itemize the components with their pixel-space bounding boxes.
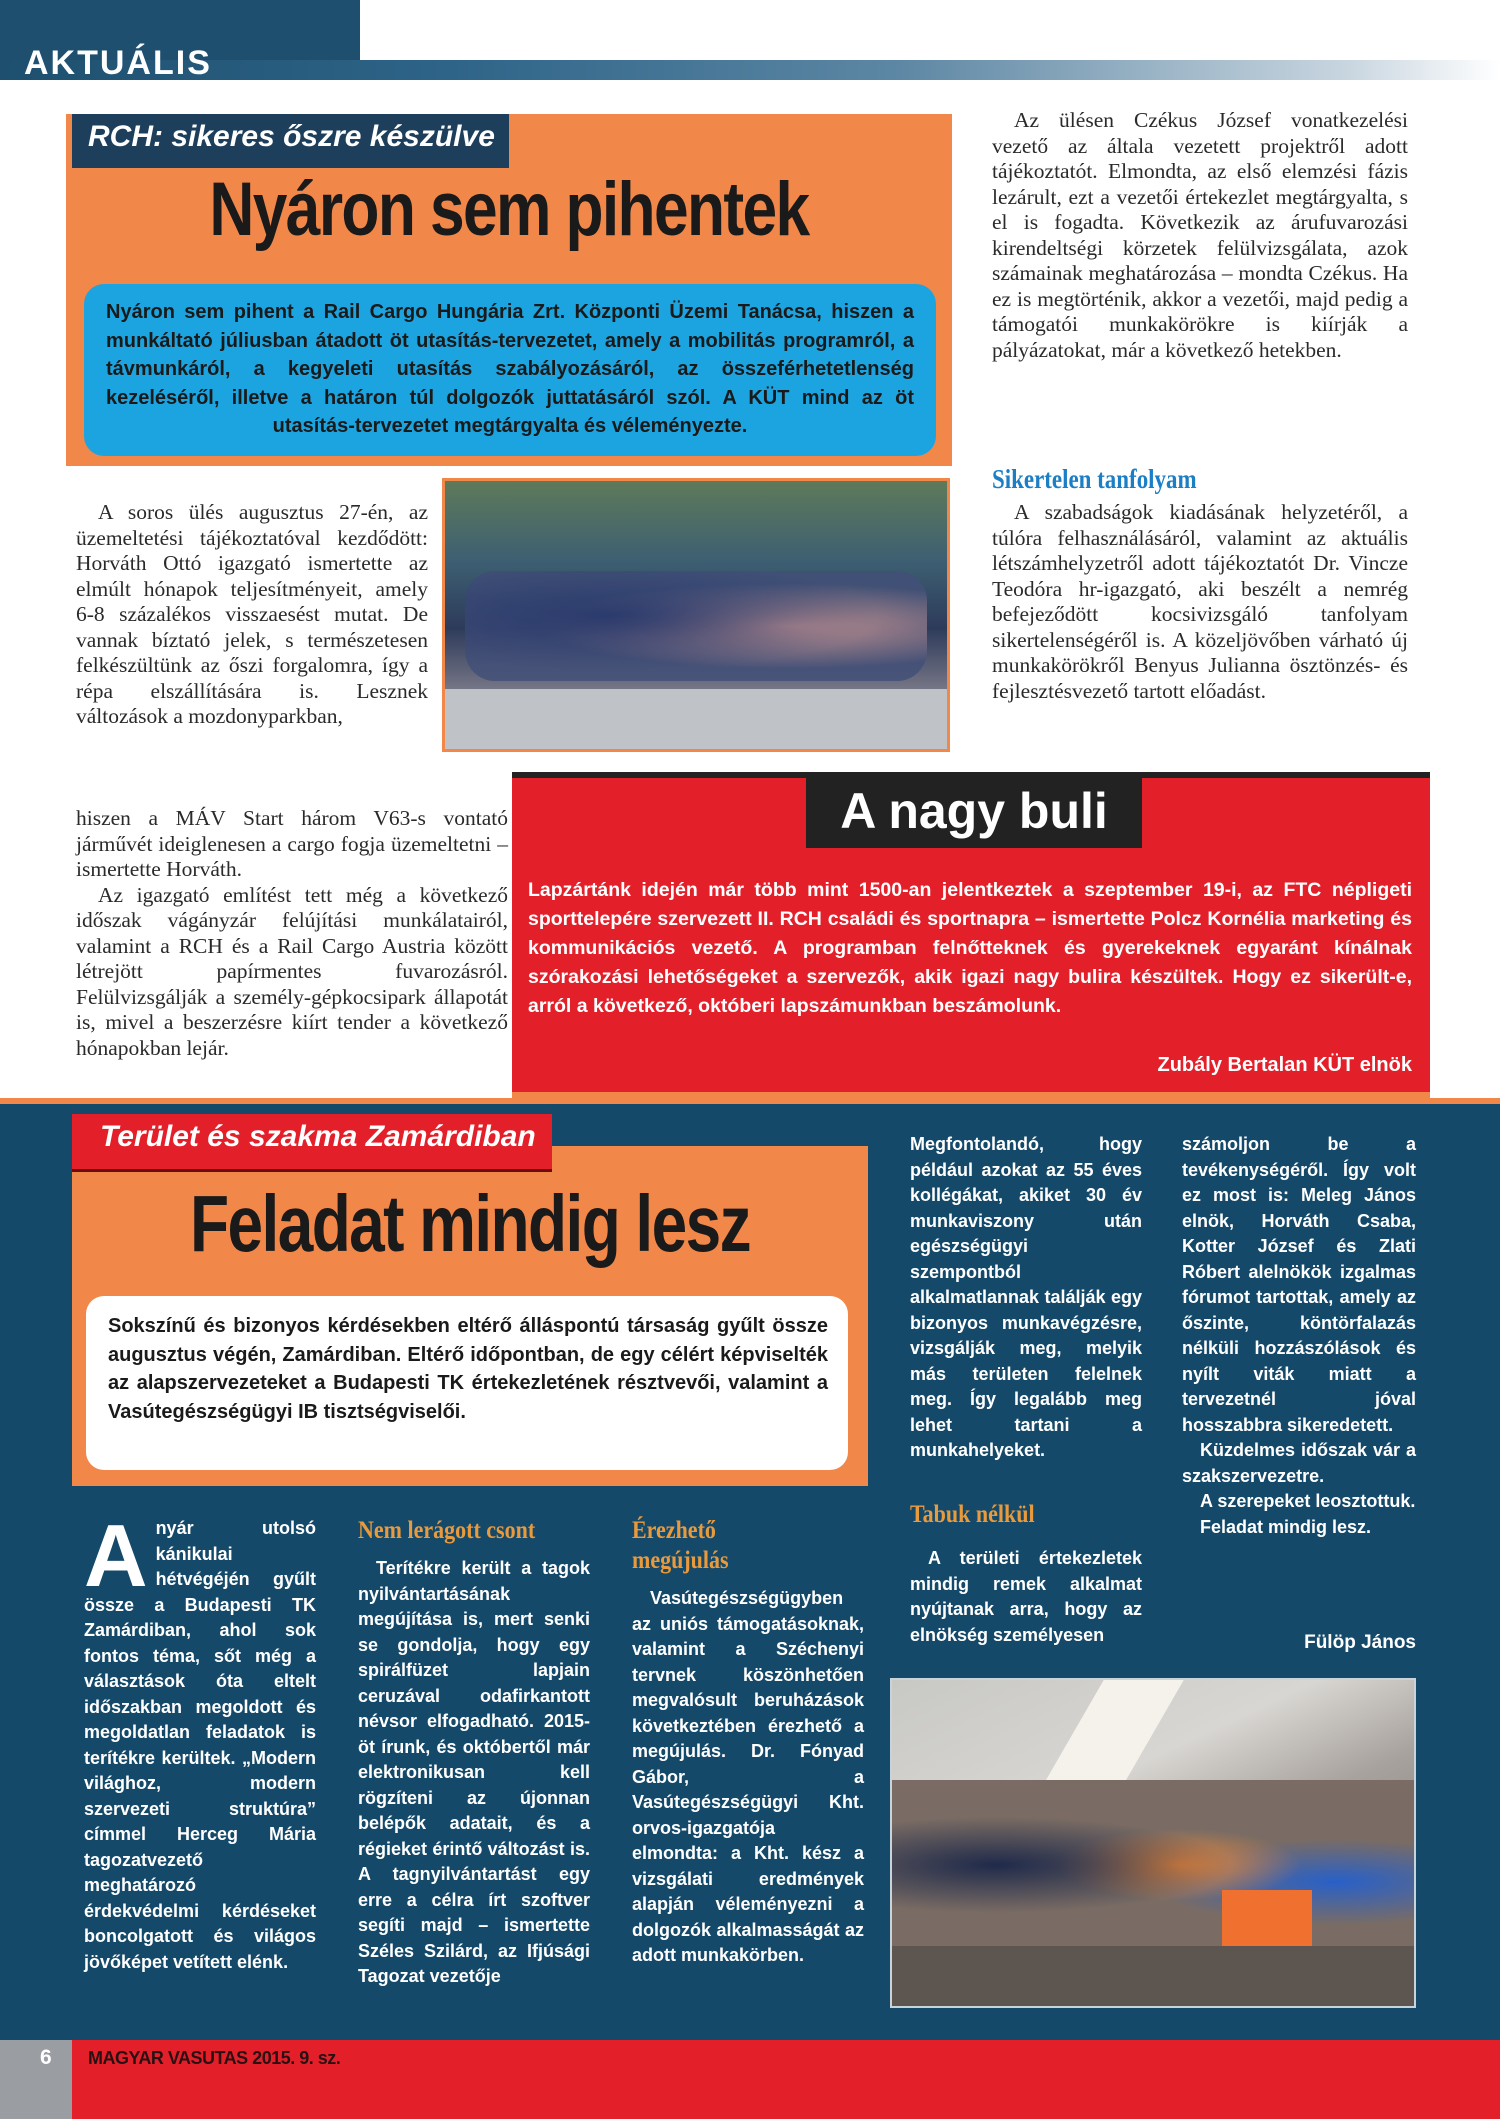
article1-body-left: [76, 500, 428, 730]
drop-cap: A: [84, 1506, 148, 1605]
article1-paragraph: Az igazgató említést tett még a következő időszak vágányzár felújítási munkálatairól, valamint a RCH és a Rail Cargo Austria között létrejött papírmentes fuvarozásról. Felülvizsgálják a személy-gépkocsipark állapotát is, mivel a beszerzésre kiírt tender a következő hónapokban lejár.: [76, 882, 508, 1060]
article2-column-3: [632, 1516, 864, 1969]
article2-paragraph: A területi értekezletek mindig remek alkalmat nyújtanak arra, hogy az elnökség személyesen: [910, 1548, 1142, 1645]
article2-paragraph: számoljon be a tevékenységéről. Így volt ez most is: Meleg János elnök, Horváth Csaba, Kotter József és Zlati Róbert alelnökök izgalmas fórumot tartottak, amely az őszinte, köntörfalazás nélküli hozzászólások és nyílt viták miatt a tervezetnél jóval hosszabbra sikeredetett.: [1182, 1134, 1416, 1435]
article2-column-2: [358, 1516, 590, 1990]
article2-column-4: [910, 1132, 1142, 1464]
article1-paragraph: Az ülésen Czékus József vonatkezelési vezető az általa vezetett projektről adott tájékoztatót. Elmondta, az első elemzési fázis lezárult, ezt a vezetői értekezlet megtárgyalta, s el is fogadta. Következik az árufuvarozási kirendeltségi körzetek felülvizsgálata, azok számainak meghatározása – mondta Czékus. Ha ez is megtörténik, akkor a vezetői, majd pedig a támogatói munkakörökre is kiírják a pályázatokat, már a következő hetekben.: [992, 108, 1408, 362]
photo-audience: [892, 1780, 1414, 1950]
article2-headline: Feladat mindig lesz: [190, 1179, 750, 1268]
publication-name: MAGYAR VASUTAS 2015. 9. sz.: [88, 2048, 341, 2068]
article2-lead: Sokszínű és bizonyos kérdésekben eltérő álláspontú társaság gyűlt össze augusztus végén, Zamárdiban. Eltérő időpontban, de egy célért képviselték az alapszervezeteket a Budapesti TK értekezletének résztvevői, valamint a Vasútegészségügyi IB tisztségviselői.: [86, 1296, 848, 1470]
article2-column-5: [1182, 1132, 1416, 1540]
article1-kicker: RCH: sikeres őszre készülve: [72, 114, 509, 168]
article2-kicker: Terület és szakma Zamárdiban: [72, 1114, 552, 1172]
photo-ground: [445, 689, 947, 749]
article2-subheading: Tabuk nélkül: [910, 1501, 1035, 1528]
article1-body-right-2: [992, 500, 1408, 704]
article1-paragraph: hiszen a MÁV Start három V63-s vontató járművét ideiglenesen a cargo fogja üzemeltetni – ismertette Horváth.: [76, 806, 508, 881]
sidebar-body: Lapzártánk idején már több mint 1500-an jelentkeztek a szeptember 19-i, az FTC népligeti sporttelepére szervezett II. RCH családi és sportnapra – ismertette Polcz Kornélia marketing és kommunikációs vezető. A programban felnőtteknek és gyerekeknek egyaránt kínálnak szórakozási lehetőségeket a szervezők, akik igazi nagy bulira készültek. Hogy ez sikerült-e, arról a következő, októberi lapszámunkban beszámolunk.: [528, 879, 1412, 1017]
article2-column-1: [84, 1506, 316, 1975]
article1-paragraph: A soros ülés augusztus 27-én, az üzemeltetési tájékoztatóval kezdődött: Horváth Ottó igazgató ismertette az elmúlt hónapok teljesítményeit, amely 6-8 százalékos visszaesést mutat. De vannak bíztató jelek, s természetesen felkészültünk az őszi forgalomra, így a répa elszállítására is. Lesznek változások a mozdonyparkban,: [76, 500, 428, 728]
photo-floor: [892, 1946, 1414, 2006]
photo-crowd: [465, 571, 927, 681]
article2-paragraph: Vasútegészségügyben az uniós támogatásoknak, valamint a Széchenyi tervnek köszönhetően megvalósult beruházások következtében érezhető a megújulás. Dr. Fónyad Gábor, a Vasútegészségügyi Kht. orvos-igazgatója elmondta: a Kht. kész a vizsgálati eredmények alapján véleményezni a dolgozók alkalmasságát az adott munkakörben.: [632, 1588, 864, 1965]
section-title: AKTUÁLIS: [24, 44, 212, 82]
article2-paragraph: Megfontolandó, hogy például azokat az 55 éves kollégákat, akiket 30 év munkaviszony után egészségügyi szempontból alkalmatlannak találják egy bizonyos munkavégzésre, vizsgálják meg, melyik más területen felelnek meg. Így legalább meg lehet tartani a munkahelyeket.: [910, 1134, 1142, 1460]
article2-column-4b: [910, 1546, 1142, 1648]
section-header-band: [0, 60, 1500, 80]
article1-body-left-continued: [76, 806, 508, 1061]
article2-paragraph: Terítékre került a tagok nyilvántartásának megújítása is, mert senki se gondolja, hogy egy spirálfüzet lapjain ceruzával odafirkantott névsor elfogadható. 2015-öt írunk, és októbertől már elektronikusan kell rögzíteni az újonnan belépők adatait, és a régieket érintő változást is. A tagnyilvántartást egy erre a célra írt szoftver segíti majd – ismertette Széles Szilárd, az Ifjúsági Tagozat vezetője: [358, 1558, 590, 1986]
article1-headline: Nyáron sem pihentek: [209, 167, 809, 252]
article1-paragraph: A szabadságok kiadásának helyzetéről, a túlóra felhasználásáról, valamint az aktuális létszámhelyzetről adott tájékoztatót Dr. Vincze Teodóra hr-igazgató, aki beszélt a nemrég befejeződött kocsivizsgáló tanfolyam sikertelenségéről is. A közeljövőben várható új munkakörökről Benyus Julianna ösztönzés- és fejlesztésvezető tartott előadást.: [992, 500, 1408, 703]
article1-body-right: [992, 108, 1408, 363]
article2-signature: Fülöp János: [1304, 1632, 1416, 1653]
article2-subheading: Nem lerágott csont: [358, 1517, 536, 1544]
article2-paragraph: nyár utolsó kánikulai hétvégéjén gyűlt össze a Budapesti TK Zamárdiban, ahol sok fontos téma, sőt még a választások óta eltelt időszakban megoldott és megoldatlan feladatok is terítékre kerültek. „Modern világhoz, modern szervezeti struktúra” címmel Herceg Mária tagozatvezető meghatározó érdekvédelmi kérdéseket boncolgatott és világos jövőképet vetített elénk.: [84, 1518, 316, 1972]
page-number: 6: [40, 2046, 52, 2069]
article2-paragraph: Feladat mindig lesz.: [1200, 1516, 1372, 1537]
sidebar-signature: Zubály Bertalan KÜT elnök: [1157, 1054, 1412, 1076]
article1-lead: Nyáron sem pihent a Rail Cargo Hungária Zrt. Központi Üzemi Tanácsa, hiszen a munkáltató júliusban átadott öt utasítás-tervezetet, amely a mobilitás programról, a távmunkáról, a kegyeleti utasítás szabályozásáról, az összeférhetetlenség kezeléséről, illetve a határon túl dolgozók juttatásáról szól. A KÜT mind az öt utasítás-tervezetet megtárgyalta és véleményezte.: [84, 284, 936, 456]
sidebar-title: A nagy buli: [806, 778, 1142, 848]
footer-page-box: [0, 2040, 72, 2119]
article2-subheading: Érezhető megújulás: [632, 1517, 729, 1574]
article1-group-photo: [442, 478, 950, 752]
article2-meeting-photo: [890, 1678, 1416, 2008]
photo-skylight: [1040, 1680, 1184, 1790]
article2-paragraph: Küzdelmes időszak vár a szakszervezetre.: [1182, 1440, 1416, 1486]
article1-subheading: Sikertelen tanfolyam: [992, 464, 1197, 494]
article2-paragraph: A szerepeket leosztottuk.: [1200, 1491, 1416, 1511]
